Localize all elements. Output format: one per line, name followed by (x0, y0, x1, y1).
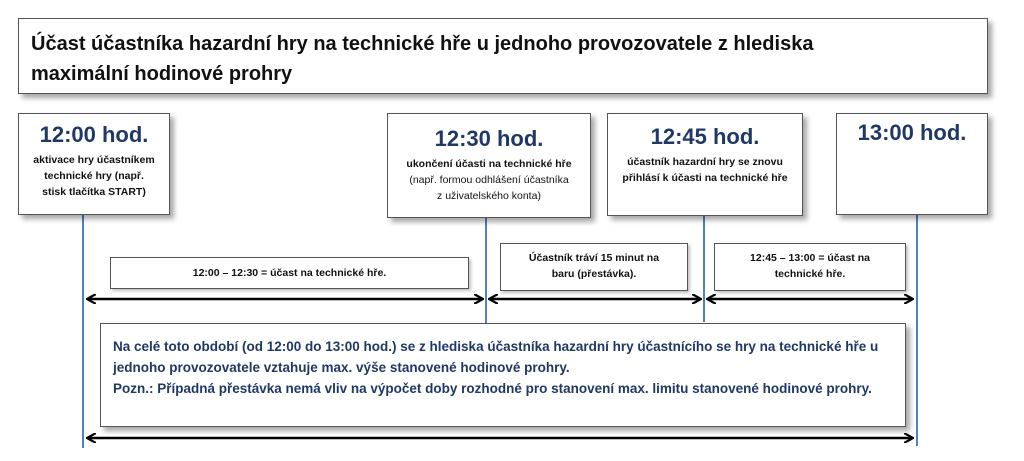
segment-text: 12:45 – 13:00 = účast na (750, 252, 870, 264)
segment-text: Účastník tráví 15 minut na (528, 252, 660, 264)
time-desc-line: aktivace hry účastníkem (33, 154, 155, 166)
time-desc-line: (např. formou odhlášení účastníka (409, 174, 569, 186)
time-label: 13:00 hod. (857, 120, 967, 145)
time-label: 12:30 hod. (434, 126, 544, 151)
summary-note: Pozn.: Případná přestávka nemá vliv na výpočet doby rozhodné pro stanovení max. limitu stanovené hodinové prohry. (113, 381, 872, 396)
time-desc-line: účastník hazardní hry se znovu (627, 156, 783, 168)
time-label: 12:00 hod. (39, 122, 149, 147)
segment-text: 12:00 – 12:30 = účast na technické hře. (192, 267, 387, 279)
summary-box (100, 323, 906, 427)
time-desc-line: ukončení účasti na technické hře (406, 158, 572, 170)
time-desc-line: stisk tlačítka START) (42, 186, 146, 198)
time-desc-line: z uživatelského konta) (437, 190, 541, 202)
segment-text: technické hře. (774, 268, 846, 280)
segment-text: baru (přestávka). (551, 268, 637, 280)
time-desc-line: přihlásí k účasti na technické hře (622, 172, 788, 184)
time-label: 12:45 hod. (650, 124, 760, 149)
title-line-1: Účast účastníka hazardní hry na technické hře u jednoho provozovatele z hlediska (31, 33, 814, 55)
summary-line-2: jednoho provozovatele vztahuje max. výše stanovené hodinové prohry. (113, 360, 570, 375)
time-desc-line: technické hry (např. (44, 170, 144, 182)
title-line-2: maximální hodinové prohry (31, 63, 293, 85)
summary-line-1: Na celé toto období (od 12:00 do 13:00 hod.) se z hlediska účastníka hazardní hry účastnícího se hry na technické hře u (113, 339, 879, 354)
